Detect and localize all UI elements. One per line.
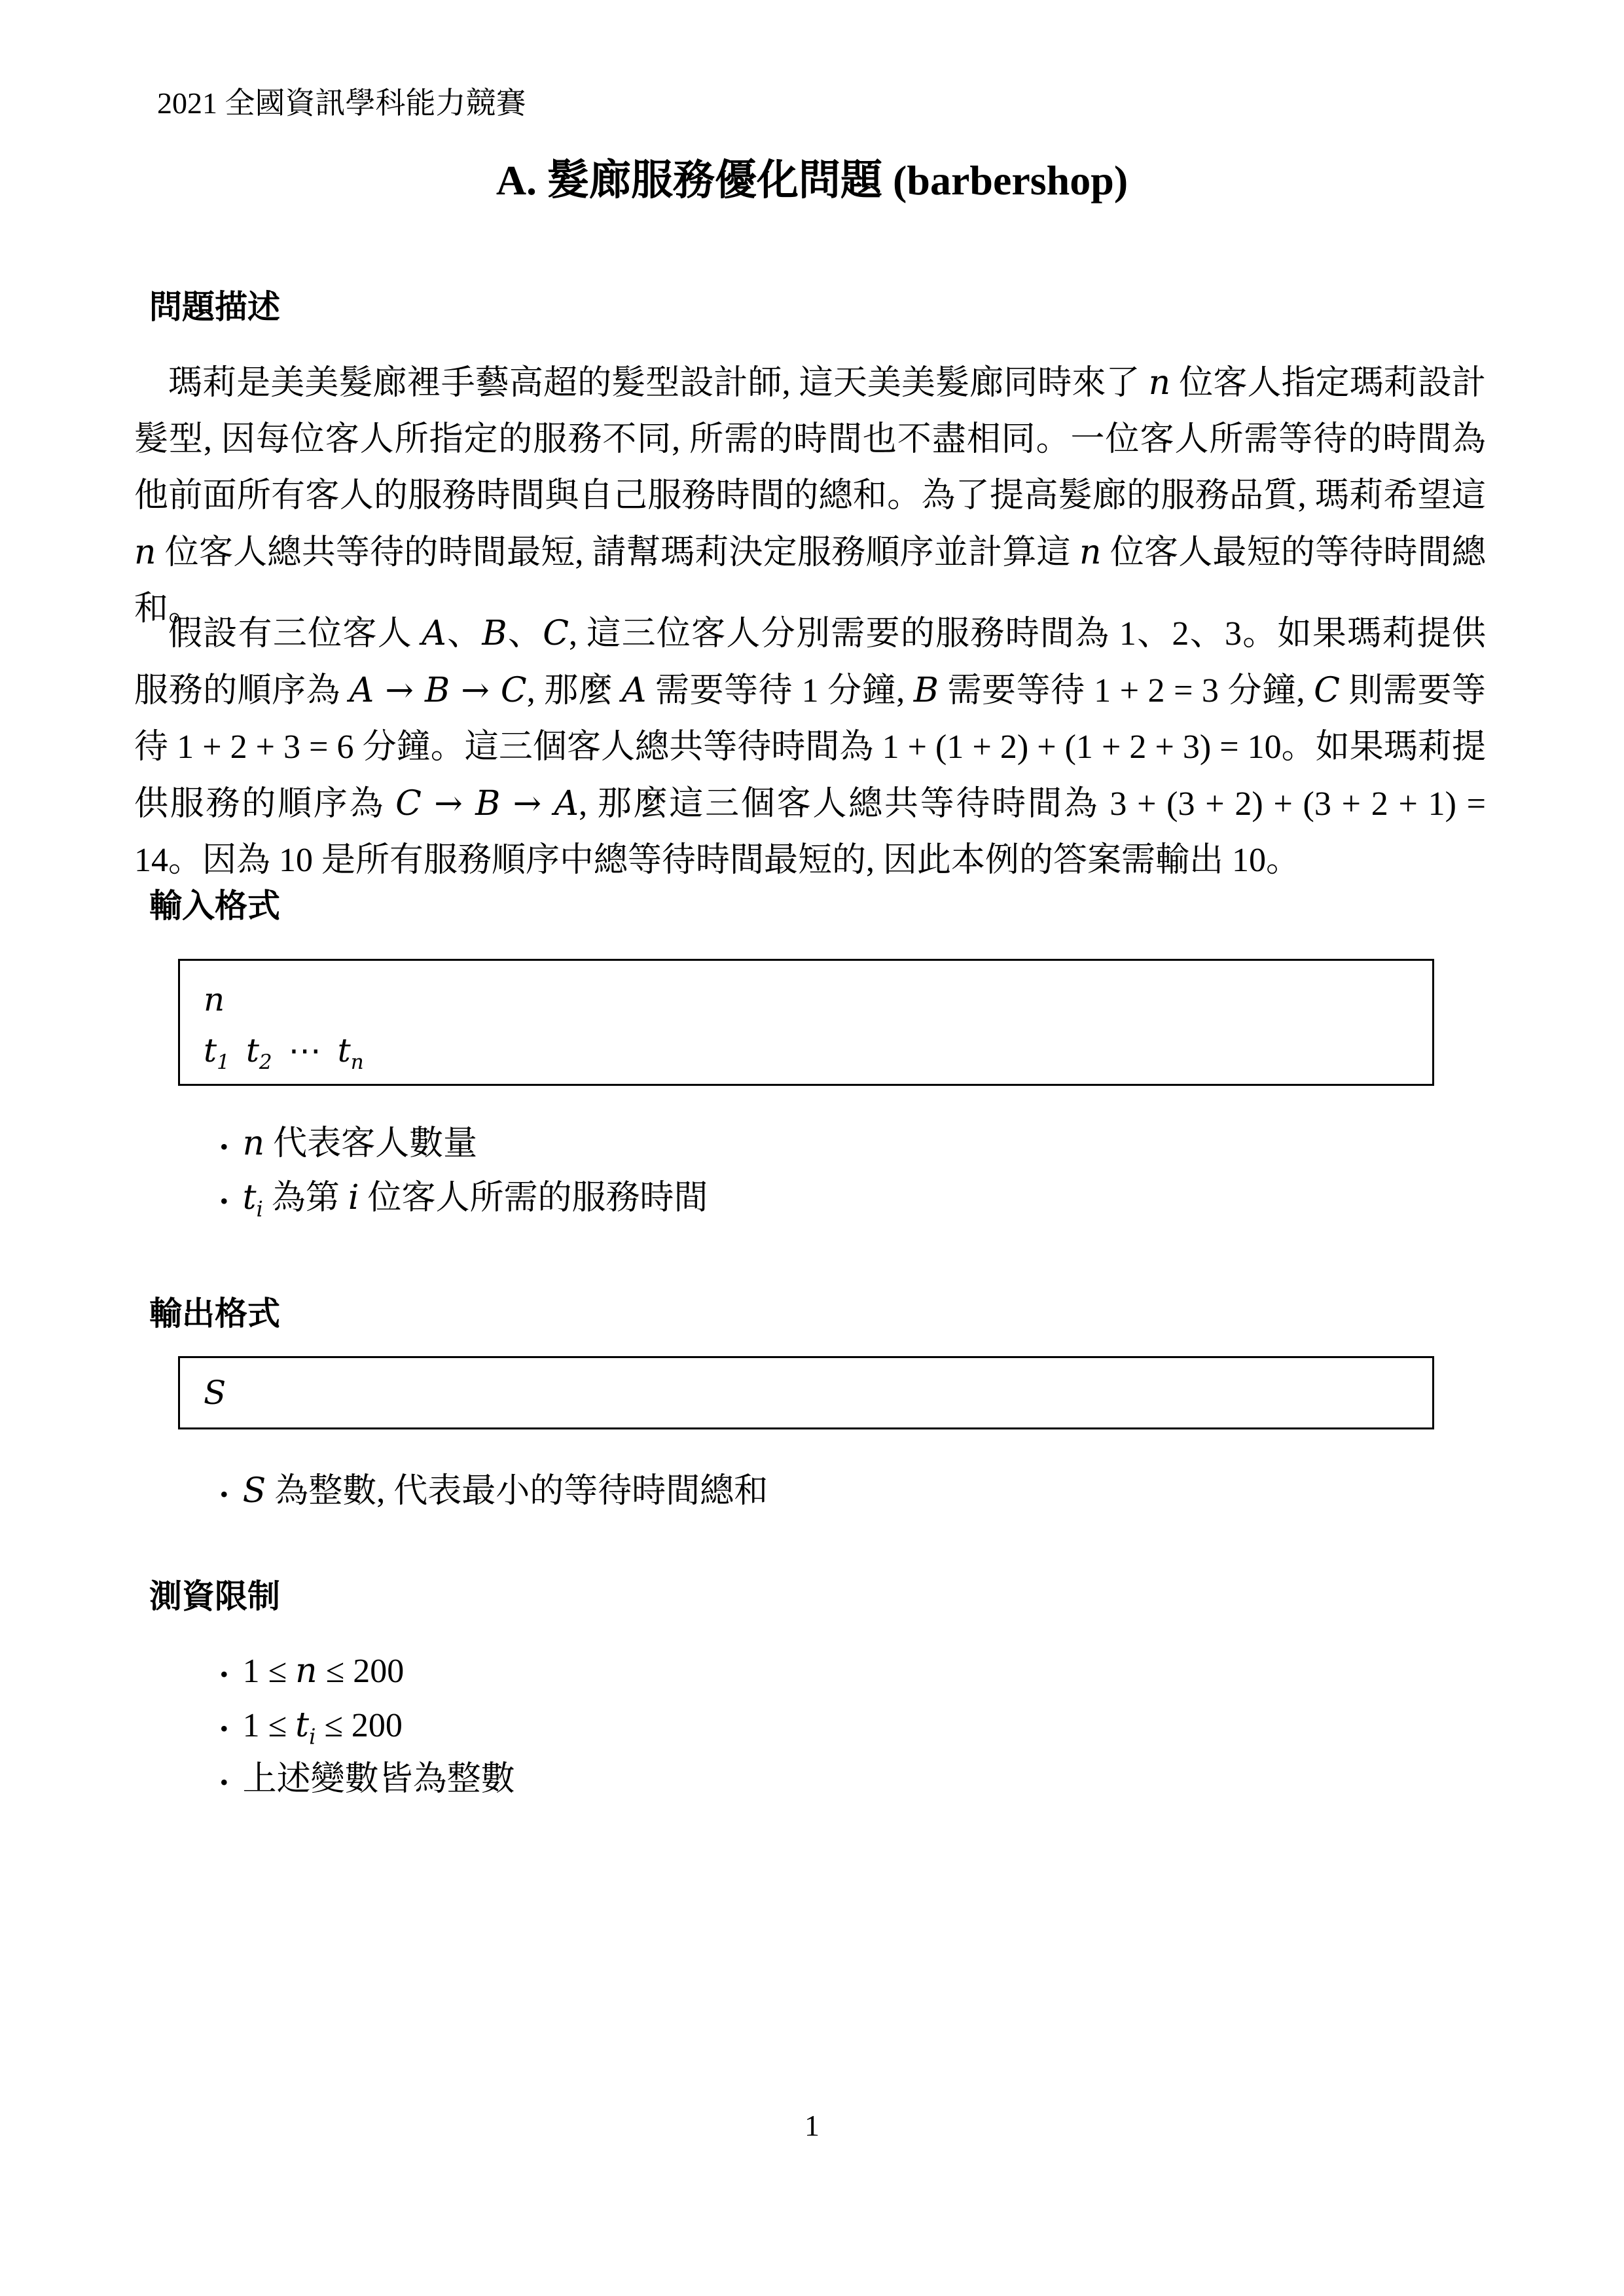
bullet-icon: • bbox=[220, 1769, 228, 1795]
input-bullet-n bbox=[220, 1124, 477, 1166]
bullet-text: $t_i$ 為第 i 位客人所需的服務時間 bbox=[242, 1178, 708, 1222]
bullet-text: S 為整數, 代表最小的等待時間總和 bbox=[242, 1471, 768, 1511]
constraint-bullet-n-range bbox=[220, 1651, 404, 1694]
problem-paragraph-1: 瑪莉是美美髮廊裡手藝高超的髮型設計師, 這天美美髮廊同時來了 n 位客人指定瑪莉設計髮型, 因每位客人所指定的服務不同, 所需的時間也不盡相同。一位客人所需等待的時間為他前面所有客人的服務時間與自己服務時間的總和。為了提高髮廊的服務品質, 瑪莉希望這 n 位客人總共等待的時間最短, 請幫瑪莉決定服務順序並計算這 n 位客人最短的等待時間總和。 bbox=[134, 363, 1486, 628]
bullet-icon: • bbox=[220, 1661, 228, 1687]
input-box-line-times: $t_1$ $t_2$ ⋯ $t_n$ bbox=[204, 1031, 364, 1074]
bullet-text: n 代表客人數量 bbox=[242, 1124, 478, 1163]
problem-paragraph-2: 假設有三位客人 A、B、C, 這三位客人分別需要的服務時間為 1、2、3。如果瑪莉提供服務的順序為 A → B → C, 那麼 A 需要等待 1 分鐘, B 需要等待 1 + 2 = 3 分鐘, C 則需要等待 1 + 2 + 3 = 6 分鐘。這三個客人總共等待時間為 1 + (1 + 2) + (1 + 2 + 3) = 10。如果瑪莉提供服務的順序為 C → B → A, 那麼這三個客人總共等待時間為 3 + (3 + 2) + (3 + 2 + 1) = 14。因為 10 是所有服務順序中總等待時間最短的, 因此本例的答案需輸出 10。 bbox=[134, 614, 1486, 879]
bullet-icon: • bbox=[220, 1134, 228, 1160]
section-heading-output-format: 輸出格式 bbox=[149, 1295, 280, 1332]
input-box-line-n: n bbox=[204, 980, 225, 1018]
section-heading-input-format: 輸入格式 bbox=[149, 888, 280, 924]
output-bullet-s bbox=[220, 1471, 768, 1514]
input-bullet-ti bbox=[220, 1178, 708, 1221]
constraint-bullet-integers bbox=[220, 1760, 515, 1802]
output-format-box bbox=[178, 1356, 1434, 1429]
page-title: A. 髮廊服務優化問題 (barbershop) bbox=[496, 157, 1128, 204]
page-header: 2021 全國資訊學科能力競賽 bbox=[157, 86, 526, 120]
bullet-text: 上述變數皆為整數 bbox=[242, 1761, 515, 1798]
constraint-bullet-ti-range bbox=[220, 1706, 403, 1748]
bullet-text: 1 ≤ n ≤ 200 bbox=[242, 1651, 405, 1691]
section-heading-problem-description: 問題描述 bbox=[149, 289, 280, 325]
section-heading-constraints: 測資限制 bbox=[149, 1578, 280, 1615]
bullet-icon: • bbox=[220, 1481, 228, 1507]
bullet-icon: • bbox=[220, 1188, 228, 1214]
bullet-text: $1 \le t_i \le 200$ bbox=[242, 1706, 403, 1749]
input-format-box bbox=[178, 959, 1434, 1086]
output-box-line-s: S bbox=[204, 1374, 226, 1412]
page-number: 1 bbox=[804, 2109, 820, 2142]
bullet-icon: • bbox=[220, 1715, 228, 1742]
